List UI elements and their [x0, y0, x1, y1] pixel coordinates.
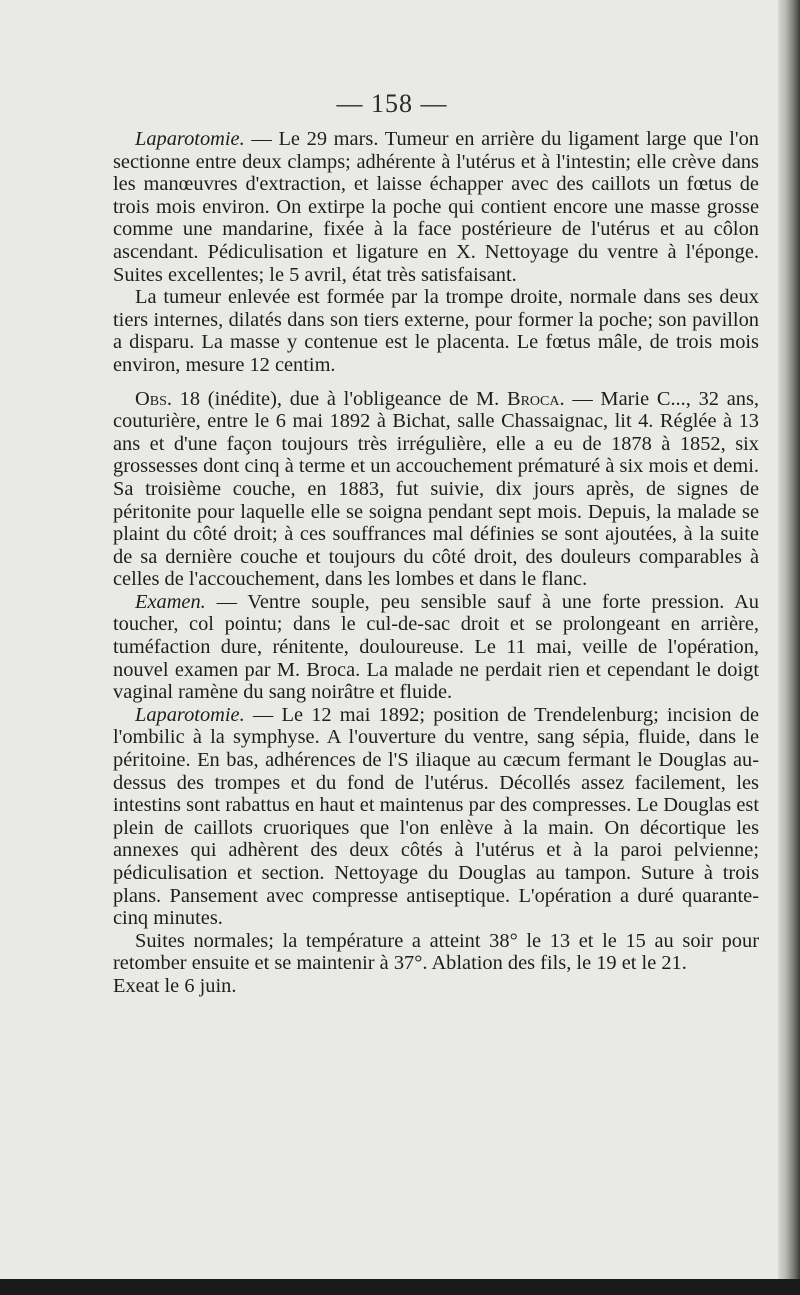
obs-text-a: 18 (inédite), due à l'obligeance de M. [171, 387, 507, 410]
obs-label: Obs. [135, 387, 172, 410]
paragraph-laparotomie-2 [113, 704, 759, 930]
paragraph-examen [113, 591, 759, 704]
bottom-border [0, 1279, 800, 1295]
paragraph-exeat: Exeat le 6 juin. [113, 974, 237, 997]
paragraph-observation-18 [113, 388, 759, 591]
page-number: — 158 — [336, 89, 448, 118]
laparotomie-heading: Laparotomie. [135, 128, 245, 150]
paragraph-suites: Suites normales; la température a atteint 38° le 13 et le 15 au soir pour retomber ensuite et se maintenir à 37°. Ablation des fils, le 19 et le 21. [113, 929, 759, 975]
page-edge-shadow [778, 0, 800, 1295]
obs-text-b: . — Marie C..., 32 ans, couturière, entre le 6 mai 1892 à Bichat, salle Chassaignac, lit 4. Réglée à 13 ans et d'une façon toujours très irrégulière, elle a eu de 1878 à 1852, six grossesses dont cinq à terme et un accouchement prématuré à six mois et demi. Sa troisième couche, en 1883, fut suivie, dix jours après, de signes de péritonite pour laquelle elle se soigna pendant sept mois. Depuis, la malade se plaint du côté droit; à ces souffrances mal définies se sont ajoutées, à la suite de sa dernière couche et toujours du côté droit, des douleurs comparables à celles de l'accouchement, dans les lombes et dans le flanc. [113, 387, 759, 591]
examen-text: — Ventre souple, peu sensible sauf à une forte pression. Au toucher, col pointu; dans le cul-de-sac droit et se prolongeant en arrière, tuméfaction dure, rénitente, douloureuse. Le 11 mai, veille de l'opération, nouvel examen par M. Broca. La malade ne perdait rien et cependant le doigt vaginal ramène du sang noirâtre et fluide. [113, 590, 759, 704]
paragraph-tumeur: La tumeur enlevée est formée par la trompe droite, normale dans ses deux tiers internes, dilatés dans son tiers externe, pour former la poche; son pavillon a disparu. La masse y contenue est le placenta. Le fœtus mâle, de trois mois environ, mesure 12 centim. [113, 286, 759, 376]
laparotomie-heading-2: Laparotomie. [135, 703, 245, 726]
examen-heading: Examen. [135, 590, 206, 613]
laparotomie-text: — Le 29 mars. Tumeur en arrière du ligament large que l'on sectionne entre deux clamps; adhérente à l'utérus et à l'intestin; elle crève dans les manœuvres d'extraction, et laisse échapper avec des caillots un fœtus de trois mois environ. On extirpe la poche qui contient encore une masse grosse comme une mandarine, fixée à la face postérieure de l'utérus et au côlon ascendant. Pédiculisation et ligature en X. Nettoyage du ventre à l'éponge. Suites excellentes; le 5 avril, état très satisfaisant. [113, 128, 759, 286]
obs-name: Broca [506, 387, 560, 410]
paragraph-laparotomie-1 [113, 128, 759, 286]
laparotomie-text-2: — Le 12 mai 1892; position de Trendelenburg; incision de l'ombilic à la symphyse. A l'ouverture du ventre, sang sépia, fluide, dans le péritoine. En bas, adhérences de l'S iliaque au cæcum fermant le Douglas au-dessus des trompes et du fond de l'utérus. Décollés assez facilement, les intestins sont rabattus en haut et maintenus par des compresses. Le Douglas est plein de caillots cruoriques que l'on enlève à la main. On décortique les annexes qui adhèrent des deux côtés à l'utérus et à la paroi pelvienne; pédiculisation et section. Nettoyage du Douglas au tampon. Suture à trois plans. Pansement avec compresse antiseptique. L'opération a duré quarante-cinq minutes. [113, 703, 759, 930]
page-body [113, 128, 759, 998]
